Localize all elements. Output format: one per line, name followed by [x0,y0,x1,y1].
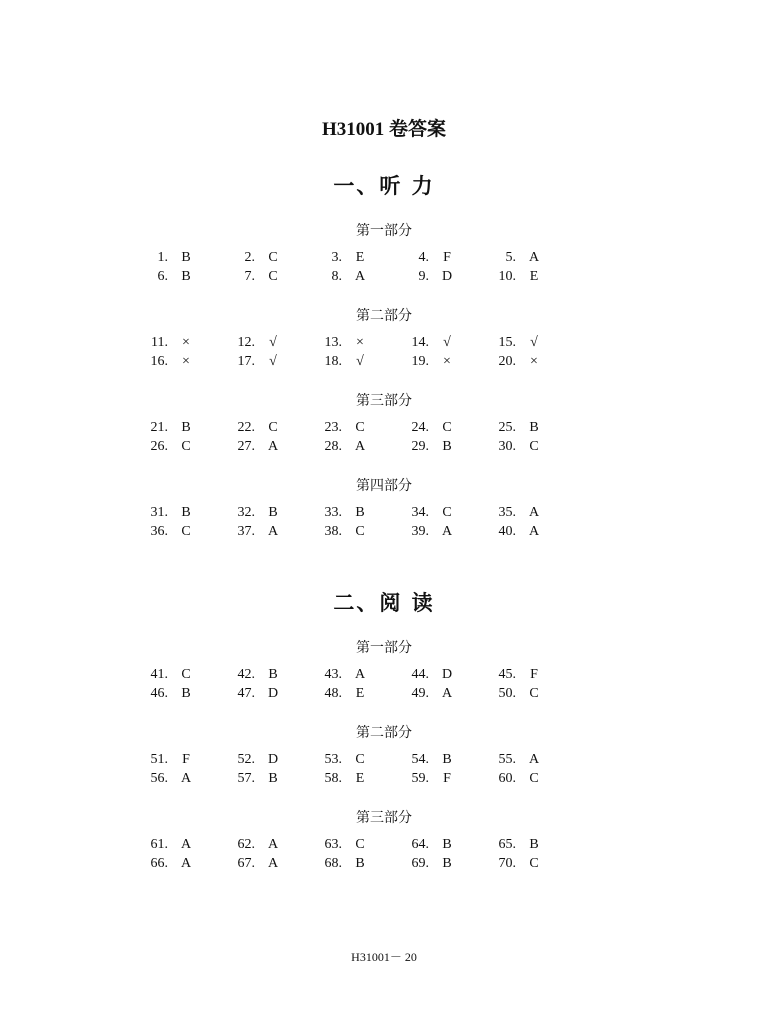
answer-value: C [355,420,365,435]
answer-value: B [442,439,452,454]
answer-item [130,522,216,542]
question-number: 17. [237,354,255,369]
question-number: 18. [324,354,342,369]
question-number: 65. [498,837,516,852]
question-number: 5. [505,250,516,265]
section-title: 二、阅 读 [333,590,435,615]
question-number: 29. [411,439,429,454]
answer-item [130,750,216,770]
answer-row [0,248,768,268]
answer-value: F [443,771,451,786]
question-number: 11. [151,335,168,350]
question-number: 49. [411,686,429,701]
question-number: 56. [150,771,168,786]
answer-item [130,769,216,789]
answer-value: B [181,420,191,435]
question-number: 52. [237,752,255,767]
answer-value: F [530,667,538,682]
question-number: 26. [150,439,168,454]
answer-item [391,503,477,523]
question-number: 13. [324,335,342,350]
answer-value: F [443,250,451,265]
answer-value: D [267,752,279,767]
answer-item [304,503,390,523]
answer-item [217,769,303,789]
question-number: 53. [324,752,342,767]
answer-value: A [441,686,453,701]
answer-row [0,769,768,789]
answer-item [304,333,390,353]
question-number: 70. [498,856,516,871]
answer-value: A [528,752,540,767]
answer-value: B [181,505,191,520]
question-number: 30. [498,439,516,454]
answer-item [130,267,216,287]
question-number: 9. [418,269,429,284]
answer-value: C [355,524,365,539]
answer-item [478,248,564,268]
answer-row [0,267,768,287]
answer-item [391,835,477,855]
answer-value: × [356,335,364,350]
answer-item [130,333,216,353]
page-footer: H31001－ 20 [351,950,417,964]
answer-value: E [355,250,365,265]
answer-value: C [268,269,278,284]
answer-value: × [182,354,190,369]
answer-item [217,503,303,523]
answer-value: √ [269,354,277,369]
question-number: 60. [498,771,516,786]
answer-value: C [529,856,539,871]
question-number: 24. [411,420,429,435]
answer-row [0,750,768,770]
question-number: 59. [411,771,429,786]
answer-value: B [268,771,278,786]
answer-item [217,684,303,704]
question-number: 66. [150,856,168,871]
question-number: 37. [237,524,255,539]
answer-item [304,248,390,268]
question-number: 44. [411,667,429,682]
question-number: 50. [498,686,516,701]
answer-item [304,437,390,457]
document-title: H31001 卷答案 [321,119,447,140]
answer-value: A [180,856,192,871]
answer-item [478,665,564,685]
answer-item [304,418,390,438]
answer-value: B [442,752,452,767]
answer-item [478,750,564,770]
answer-value: A [267,856,279,871]
answer-value: C [181,439,191,454]
answer-item [130,437,216,457]
question-number: 20. [498,354,516,369]
part-title: 第三部分 [356,393,412,409]
question-number: 16. [150,354,168,369]
answer-item [478,769,564,789]
answer-item [217,267,303,287]
part-title: 第一部分 [356,640,412,656]
answer-value: B [181,250,191,265]
part-title: 第二部分 [356,308,412,324]
question-number: 14. [411,335,429,350]
answer-row [0,665,768,685]
question-number: 36. [150,524,168,539]
question-number: 57. [237,771,255,786]
question-number: 40. [498,524,516,539]
answer-item [478,418,564,438]
answer-value: C [181,667,191,682]
question-number: 12. [237,335,255,350]
section-title: 一、听 力 [333,173,435,198]
answer-value: A [180,837,192,852]
question-number: 31. [150,505,168,520]
answer-item [304,769,390,789]
answer-item [130,352,216,372]
answer-item [304,522,390,542]
answer-value: A [528,524,540,539]
answer-item [217,854,303,874]
answer-value: C [355,837,365,852]
question-number: 27. [237,439,255,454]
answer-value: B [268,667,278,682]
answer-item [304,665,390,685]
question-number: 3. [331,250,342,265]
answer-row [0,684,768,704]
answer-item [478,437,564,457]
answer-value: A [354,269,366,284]
answer-value: A [441,524,453,539]
question-number: 63. [324,837,342,852]
question-number: 35. [498,505,516,520]
answer-value: A [267,439,279,454]
answer-value: A [354,667,366,682]
question-number: 48. [324,686,342,701]
question-number: 8. [331,269,342,284]
answer-value: C [529,439,539,454]
answer-value: C [442,420,452,435]
answer-value: F [182,752,190,767]
answer-value: √ [269,335,277,350]
question-number: 45. [498,667,516,682]
part-title: 第三部分 [356,810,412,826]
answer-item [130,665,216,685]
question-number: 33. [324,505,342,520]
answer-value: B [355,505,365,520]
answer-item [478,267,564,287]
answer-item [391,854,477,874]
question-number: 6. [157,269,168,284]
question-number: 7. [244,269,255,284]
answer-value: √ [530,335,538,350]
question-number: 23. [324,420,342,435]
answer-item [478,835,564,855]
answer-item [130,248,216,268]
question-number: 42. [237,667,255,682]
answer-value: B [181,269,191,284]
question-number: 69. [411,856,429,871]
question-number: 61. [150,837,168,852]
answer-item [130,503,216,523]
answer-item [391,333,477,353]
question-number: 25. [498,420,516,435]
question-number: 46. [150,686,168,701]
answer-value: B [529,837,539,852]
answer-value: C [181,524,191,539]
answer-value: A [267,524,279,539]
question-number: 4. [418,250,429,265]
answer-item [478,522,564,542]
answer-value: B [442,856,452,871]
answer-item [130,418,216,438]
answer-item [391,418,477,438]
answer-row [0,854,768,874]
answer-item [391,684,477,704]
answer-item [217,835,303,855]
answer-value: × [530,354,538,369]
question-number: 10. [498,269,516,284]
question-number: 62. [237,837,255,852]
question-number: 51. [150,752,168,767]
answer-item [217,522,303,542]
question-number: 67. [237,856,255,871]
answer-item [478,854,564,874]
answer-value: B [268,505,278,520]
answer-item [391,267,477,287]
question-number: 1. [157,250,168,265]
answer-value: √ [443,335,451,350]
question-number: 15. [498,335,516,350]
answer-item [478,503,564,523]
question-number: 21. [150,420,168,435]
question-number: 47. [237,686,255,701]
answer-value: A [528,505,540,520]
answer-row [0,835,768,855]
answer-value: B [442,837,452,852]
answer-value: A [528,250,540,265]
answer-value: C [529,686,539,701]
answer-item [304,750,390,770]
answer-value: A [180,771,192,786]
answer-item [478,352,564,372]
question-number: 2. [244,250,255,265]
answer-value: A [267,837,279,852]
answer-item [391,248,477,268]
question-number: 54. [411,752,429,767]
answer-value: × [443,354,451,369]
answer-item [217,248,303,268]
answer-value: √ [356,354,364,369]
answer-item [304,352,390,372]
answer-value: B [355,856,365,871]
answer-item [391,522,477,542]
answer-item [391,665,477,685]
answer-value: B [529,420,539,435]
answer-item [217,665,303,685]
answer-item [391,352,477,372]
answer-value: C [442,505,452,520]
answer-row [0,418,768,438]
answer-item [217,437,303,457]
question-number: 43. [324,667,342,682]
question-number: 55. [498,752,516,767]
answer-row [0,333,768,353]
answer-value: × [182,335,190,350]
answer-item [304,854,390,874]
answer-value: C [355,752,365,767]
answer-item [217,352,303,372]
question-number: 68. [324,856,342,871]
question-number: 39. [411,524,429,539]
answer-value: A [354,439,366,454]
answer-item [391,750,477,770]
question-number: 58. [324,771,342,786]
answer-item [217,333,303,353]
answer-value: C [268,250,278,265]
question-number: 38. [324,524,342,539]
answer-item [130,854,216,874]
answer-value: C [268,420,278,435]
answer-item [217,418,303,438]
answer-value: E [529,269,539,284]
answer-value: B [181,686,191,701]
answer-value: C [529,771,539,786]
answer-value: D [441,667,453,682]
answer-row [0,522,768,542]
question-number: 64. [411,837,429,852]
answer-value: E [355,686,365,701]
answer-row [0,352,768,372]
part-title: 第二部分 [356,725,412,741]
answer-value: D [441,269,453,284]
question-number: 41. [150,667,168,682]
answer-item [478,684,564,704]
answer-item [478,333,564,353]
question-number: 19. [411,354,429,369]
answer-item [304,684,390,704]
answer-item [217,750,303,770]
part-title: 第一部分 [356,223,412,239]
answer-row [0,437,768,457]
answer-item [130,684,216,704]
question-number: 28. [324,439,342,454]
answer-item [130,835,216,855]
answer-row [0,503,768,523]
question-number: 22. [237,420,255,435]
part-title: 第四部分 [356,478,412,494]
question-number: 34. [411,505,429,520]
answer-item [391,769,477,789]
question-number: 32. [237,505,255,520]
answer-item [304,835,390,855]
answer-item [304,267,390,287]
answer-value: E [355,771,365,786]
answer-value: D [267,686,279,701]
answer-item [391,437,477,457]
